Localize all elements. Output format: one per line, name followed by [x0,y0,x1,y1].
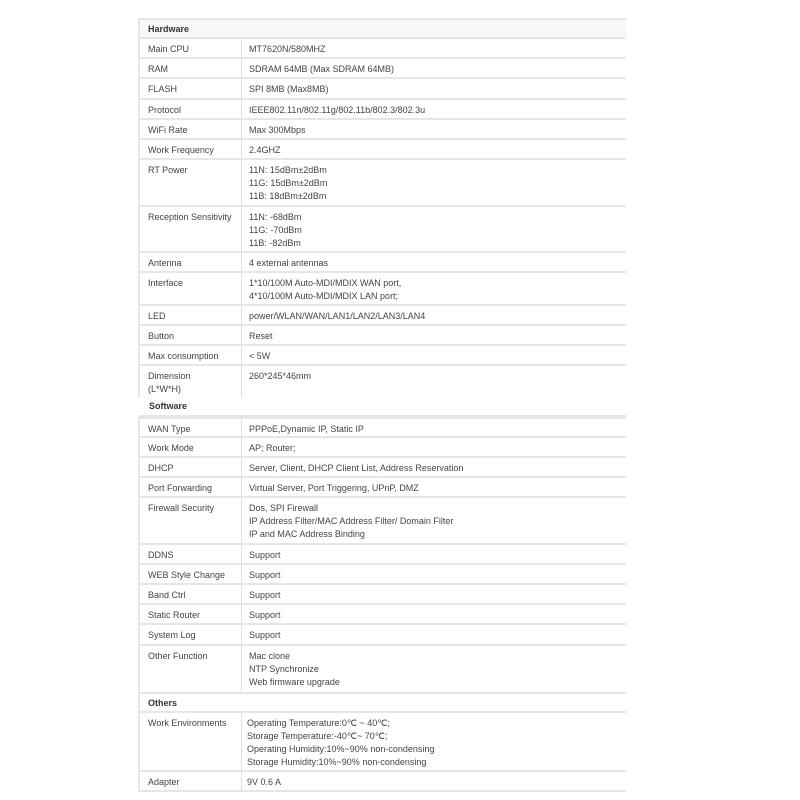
spec-table [138,18,626,792]
spec-value [242,140,626,158]
spec-value-line: Mac clone [249,651,291,661]
table-row [138,140,626,160]
spec-label: Port Forwarding [138,478,242,496]
table-row [138,713,626,772]
spec-value-line: Support [249,570,281,580]
spec-value-line: 4 external antennas [249,258,329,268]
spec-value [242,100,626,118]
spec-value [242,273,626,304]
section-title: Others [148,698,178,708]
spec-value-line: 9V 0.6 A [247,777,282,787]
spec-value [242,458,626,476]
spec-value [242,713,626,770]
spec-value-line: SDRAM 64MB (Max SDRAM 64MB) [249,64,395,74]
spec-value-line: MT7620N/580MHZ [249,44,326,54]
table-row [138,160,626,207]
spec-label: System Log [138,625,242,644]
spec-label: Max consumption [138,346,242,364]
section-header-hardware [138,18,626,39]
spec-value [242,346,626,364]
spec-label: Main CPU [138,39,242,57]
spec-label: LED [138,306,242,324]
spec-value-line: Support [249,630,281,640]
spec-value-line: 2.4GHZ [249,145,281,155]
spec-label: FLASH [138,79,242,98]
spec-value-line: 11B: -82dBm [249,238,301,248]
table-row [138,39,626,59]
table-row [138,605,626,625]
spec-value-line: Reset [249,331,273,341]
table-row [138,625,626,646]
table-row [138,100,626,120]
spec-label: Antenna [138,253,242,271]
spec-label: Adapter [138,772,242,790]
spec-label: WAN Type [138,419,242,436]
table-row [138,438,626,458]
spec-value-line: 11B: 18dBm±2dBm [249,191,327,201]
table-row [138,253,626,273]
spec-value [242,625,626,644]
spec-value-line: Web firmware upgrade [249,677,340,687]
spec-value [242,120,626,138]
spec-value [242,59,626,77]
spec-label: WiFi Rate [138,120,242,138]
spec-value [242,498,626,543]
spec-value [242,160,626,205]
spec-value [242,326,626,344]
spec-value-line: Virtual Server, Port Triggering, UPnP, DMZ [249,483,419,493]
spec-value-line: 11N: 15dBm±2dBm [249,165,327,175]
spec-value [242,366,626,398]
spec-value-line: Support [249,590,281,600]
section-header-others [138,692,626,713]
table-row [138,545,626,565]
spec-value-line: Support [249,610,281,620]
spec-value-line: PPPoE,Dynamic IP, Static IP [249,424,364,434]
spec-value-line: Storage Temperature:-40℃~ 70℃; [247,731,388,741]
spec-label: Button [138,326,242,344]
spec-value-line: Operating Temperature:0℃ ~ 40℃; [247,718,390,728]
spec-value-line: 260*245*46mm [249,371,312,381]
spec-label: WEB Style Change [138,565,242,583]
spec-value-line: Max 300Mbps [249,125,306,135]
spec-label: Band Ctrl [138,585,242,603]
spec-value [242,306,626,324]
spec-label: DDNS [138,545,242,563]
table-row [138,273,626,306]
spec-value [242,419,626,436]
table-row [138,458,626,478]
spec-value-line: Dos, SPI Firewall [249,503,319,513]
table-row [138,478,626,498]
spec-value [242,39,626,57]
spec-value-line: IEEE802.11n/802.11g/802.11b/802.3/802.3u [249,105,426,115]
spec-value [242,772,626,790]
spec-label: Interface [138,273,242,304]
spec-value-line: AP; Router; [249,443,296,453]
table-row [138,417,626,438]
table-row [138,646,626,692]
table-row [138,565,626,585]
spec-label: Work Environments [138,713,242,770]
table-row [138,772,626,792]
spec-value-line: 4*10/100M Auto-MDI/MDIX LAN port; [249,291,399,301]
spec-label: Work Frequency [138,140,242,158]
spec-label: RT Power [138,160,242,205]
spec-value-line: Operating Humidity:10%~90% non-condensing [247,744,435,754]
table-row [138,585,626,605]
section-title: Hardware [148,24,190,34]
spec-value-line: 11G: -70dBm [249,225,302,235]
spec-value [242,478,626,496]
table-row [138,120,626,140]
section-title: Software [149,401,188,411]
spec-value-line: SPI 8MB (Max8MB) [249,84,329,94]
spec-value-line: NTP Synchronize [249,664,319,674]
spec-value-line: Storage Humidity:10%~90% non-condensing [247,757,427,767]
spec-value-line: < 5W [249,351,271,361]
spec-label: Work Mode [138,438,242,456]
spec-value [242,605,626,623]
spec-value-line: Server, Client, DHCP Client List, Address Reservation [249,463,464,473]
table-row [138,326,626,346]
spec-value-line: Support [249,550,281,560]
spec-label: Other Function [138,646,242,692]
spec-value [242,253,626,271]
spec-value [242,207,626,251]
table-row [138,79,626,100]
spec-label: Firewall Security [138,498,242,543]
spec-value [242,545,626,563]
spec-label: Static Router [138,605,242,623]
spec-value-line: power/WLAN/WAN/LAN1/LAN2/LAN3/LAN4 [249,311,426,321]
spec-value [242,646,626,692]
table-row [138,59,626,79]
spec-value [242,438,626,456]
spec-label: DHCP [138,458,242,476]
spec-value [242,585,626,603]
spec-value [242,79,626,98]
spec-value-line: 11N: -68dBm [249,212,302,222]
spec-value-line: IP Address Filter/MAC Address Filter/ Domain Filter [249,516,454,526]
spec-label: RAM [138,59,242,77]
spec-value-line: IP and MAC Address Binding [249,529,365,539]
table-row [138,366,626,398]
table-row [138,498,626,545]
spec-label: Protocol [138,100,242,118]
spec-value-line: 1*10/100M Auto-MDI/MDIX WAN port, [249,278,402,288]
spec-value [242,565,626,583]
spec-label: Dimension (L*W*H) [138,366,242,398]
spec-value-line: 11G: 15dBm±2dBm [249,178,328,188]
table-row [138,207,626,253]
table-row [138,346,626,366]
section-header-software [138,398,626,417]
spec-label: Reception Sensitivity [138,207,242,251]
table-row [138,306,626,326]
